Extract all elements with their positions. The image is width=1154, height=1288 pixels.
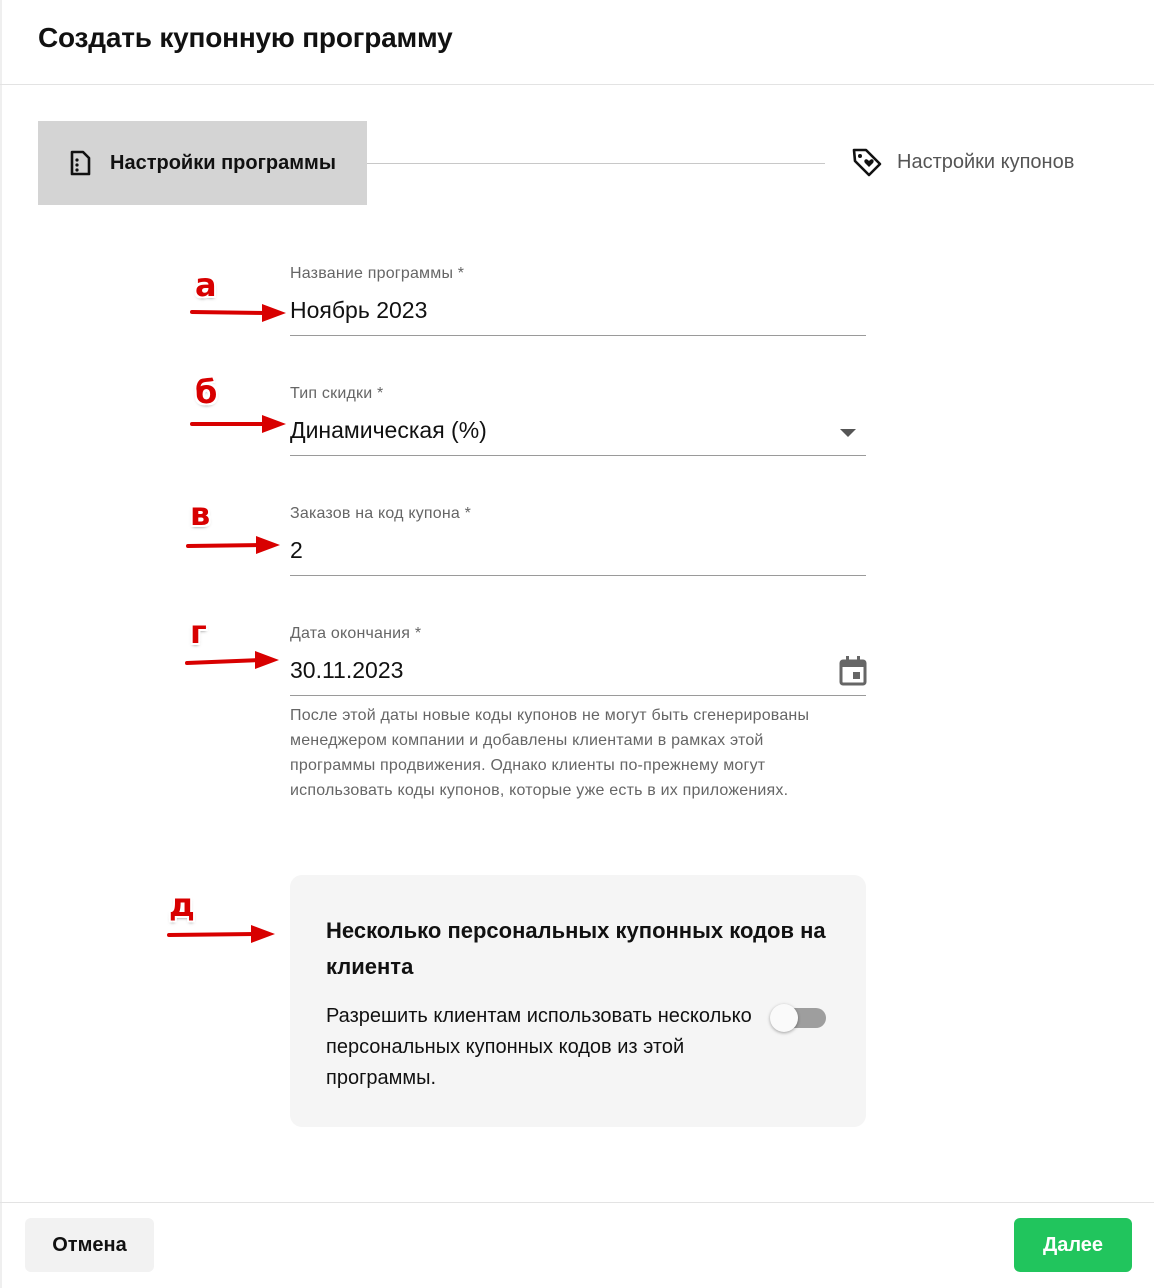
discount-type-underline	[290, 455, 866, 456]
annotation-arrow-c	[186, 535, 286, 557]
orders-per-code-label: Заказов на код купона *	[290, 505, 472, 522]
toggle-knob[interactable]	[770, 1004, 798, 1032]
next-button[interactable]: Далее	[1014, 1218, 1132, 1272]
annotation-marker-e: д	[169, 886, 195, 924]
step-program-settings[interactable]	[38, 121, 367, 205]
annotation-arrow-a	[190, 302, 290, 324]
step-program-settings-label: Настройки программы	[110, 151, 336, 174]
header-divider	[0, 84, 1154, 85]
discount-type-select[interactable]	[290, 385, 866, 460]
discount-type-value[interactable]: Динамическая (%)	[290, 417, 487, 443]
annotation-marker-c: в	[190, 495, 211, 533]
chevron-down-icon[interactable]	[840, 429, 856, 437]
annotation-arrow-e	[167, 923, 279, 945]
footer-divider	[0, 1202, 1154, 1203]
step-coupon-settings-label: Настройки купонов	[897, 150, 1075, 173]
calendar-icon[interactable]	[838, 655, 868, 687]
tag-heart-icon	[850, 145, 884, 179]
dialog-title: Создать купонную программу	[38, 22, 453, 53]
discount-type-label: Тип скидки *	[290, 385, 384, 402]
program-name-underline	[290, 335, 866, 336]
program-name-field[interactable]	[290, 265, 866, 340]
multi-codes-description: Разрешить клиентам использовать несколько персональных купонных кодов из этой программы.	[326, 1005, 752, 1089]
annotation-marker-b: б	[195, 373, 218, 411]
end-date-label: Дата окончания *	[290, 625, 422, 642]
end-date-helper-text: После этой даты новые коды купонов не могут быть сгенерированы менеджером компании и добавлены клиентами в рамках этой программы продвижения. Однако клиенты по-прежнему могут использовать коды купонов, которые уже есть в их приложениях.	[290, 707, 810, 799]
program-name-label: Название программы *	[290, 265, 465, 282]
multi-codes-title: Несколько персональных купонных кодов на клиента	[326, 918, 826, 979]
annotation-arrow-d	[185, 650, 285, 672]
multi-codes-toggle[interactable]	[770, 1004, 826, 1034]
program-name-input[interactable]: Ноябрь 2023	[290, 297, 428, 323]
end-date-input[interactable]: 30.11.2023	[290, 657, 404, 683]
annotation-marker-d: г	[190, 613, 207, 651]
left-edge	[0, 0, 2, 1288]
end-date-field[interactable]	[290, 625, 866, 700]
multi-codes-card	[290, 875, 866, 1127]
orders-per-code-underline	[290, 575, 866, 576]
annotation-arrow-b	[190, 413, 290, 435]
document-icon	[66, 149, 94, 177]
cancel-button[interactable]: Отмена	[25, 1218, 154, 1272]
orders-per-code-field[interactable]	[290, 505, 866, 580]
end-date-underline	[290, 695, 866, 696]
annotation-marker-a: а	[195, 266, 217, 304]
stepper-connector	[367, 163, 825, 164]
orders-per-code-input[interactable]: 2	[290, 537, 303, 563]
step-coupon-settings[interactable]	[850, 145, 1074, 179]
